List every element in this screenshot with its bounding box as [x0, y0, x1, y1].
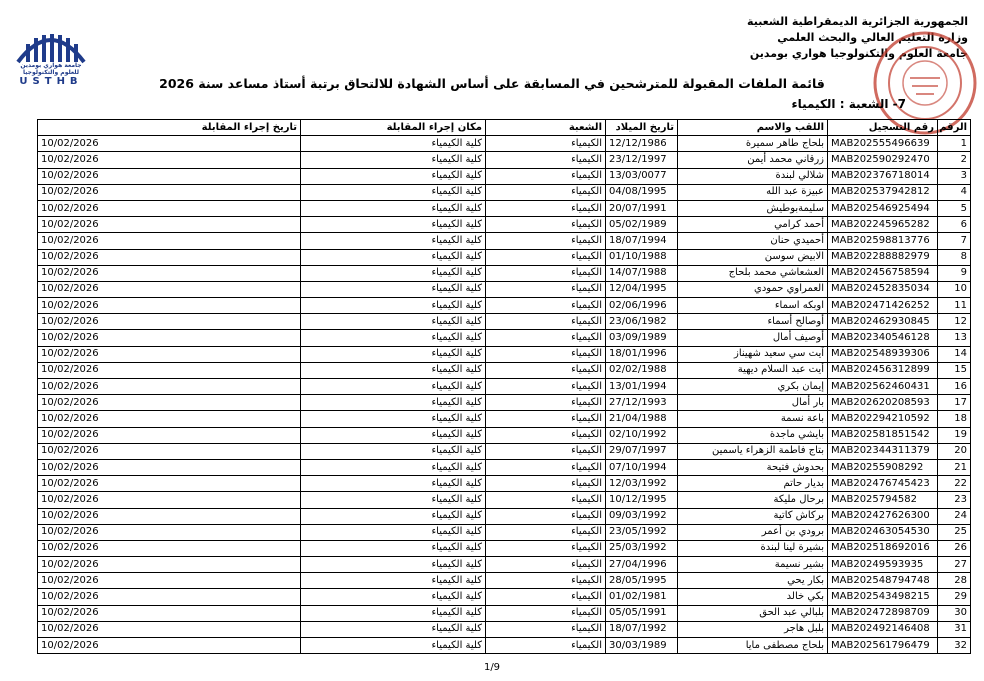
cell-birthdate: 12/12/1986 [606, 136, 678, 152]
cell-birthdate: 10/12/1995 [606, 492, 678, 508]
cell-interview-date: 10/02/2026 [38, 427, 301, 443]
cell-num: 9 [938, 265, 971, 281]
cell-registration: MAB202471426252 [828, 298, 938, 314]
cell-branch: الكيمياء [486, 152, 606, 168]
cell-num: 19 [938, 427, 971, 443]
cell-name: شلالي لبندة [678, 168, 828, 184]
cell-branch: الكيمياء [486, 249, 606, 265]
cell-num: 16 [938, 379, 971, 395]
cell-birthdate: 18/07/1992 [606, 621, 678, 637]
cell-name: اوبكه اسماء [678, 298, 828, 314]
cell-registration: MAB202245965282 [828, 217, 938, 233]
cell-interview-place: كلية الكيمياء [301, 281, 486, 297]
cell-num: 8 [938, 249, 971, 265]
cell-birthdate: 13/01/1994 [606, 379, 678, 395]
cell-interview-date: 10/02/2026 [38, 136, 301, 152]
table-row [38, 281, 971, 297]
cell-branch: الكيمياء [486, 411, 606, 427]
cell-interview-date: 10/02/2026 [38, 476, 301, 492]
cell-interview-place: كلية الكيمياء [301, 621, 486, 637]
cell-num: 24 [938, 508, 971, 524]
cell-interview-place: كلية الكيمياء [301, 136, 486, 152]
cell-interview-date: 10/02/2026 [38, 638, 301, 654]
cell-registration: MAB202376718014 [828, 168, 938, 184]
table-row [38, 265, 971, 281]
cell-branch: الكيمياء [486, 476, 606, 492]
cell-branch: الكيمياء [486, 557, 606, 573]
cell-interview-date: 10/02/2026 [38, 152, 301, 168]
cell-branch: الكيمياء [486, 200, 606, 216]
cell-branch: الكيمياء [486, 379, 606, 395]
header-row [38, 120, 971, 136]
cell-interview-date: 10/02/2026 [38, 524, 301, 540]
cell-num: 4 [938, 184, 971, 200]
cell-interview-place: كلية الكيمياء [301, 557, 486, 573]
cell-name: بلبالي عبد الحق [678, 605, 828, 621]
cell-interview-place: كلية الكيمياء [301, 492, 486, 508]
cell-birthdate: 05/05/1991 [606, 605, 678, 621]
table-row [38, 476, 971, 492]
col-registration: رقم التسجيل [828, 120, 938, 136]
cell-interview-date: 10/02/2026 [38, 605, 301, 621]
cell-num: 15 [938, 362, 971, 378]
cell-birthdate: 25/03/1992 [606, 540, 678, 556]
cell-registration: MAB202590292470 [828, 152, 938, 168]
section-title: 7- الشعبة : الكيمياء [791, 97, 906, 111]
cell-interview-date: 10/02/2026 [38, 395, 301, 411]
table-body [38, 136, 971, 654]
cell-birthdate: 14/07/1988 [606, 265, 678, 281]
table-row [38, 330, 971, 346]
cell-birthdate: 20/07/1991 [606, 200, 678, 216]
table-row [38, 573, 971, 589]
cell-name: الابيض سوسن [678, 249, 828, 265]
cell-name: بكار يحي [678, 573, 828, 589]
table-row [38, 395, 971, 411]
table-header [38, 120, 971, 136]
table-row [38, 508, 971, 524]
cell-interview-place: كلية الكيمياء [301, 476, 486, 492]
cell-birthdate: 12/04/1995 [606, 281, 678, 297]
table-row [38, 540, 971, 556]
cell-name: باعة نسمة [678, 411, 828, 427]
cell-branch: الكيمياء [486, 136, 606, 152]
cell-birthdate: 18/01/1996 [606, 346, 678, 362]
cell-interview-place: كلية الكيمياء [301, 314, 486, 330]
table-row [38, 200, 971, 216]
cell-num: 18 [938, 411, 971, 427]
cell-interview-date: 10/02/2026 [38, 379, 301, 395]
cell-interview-date: 10/02/2026 [38, 233, 301, 249]
cell-num: 3 [938, 168, 971, 184]
cell-birthdate: 09/03/1992 [606, 508, 678, 524]
cell-num: 23 [938, 492, 971, 508]
cell-name: بلبل هاجر [678, 621, 828, 637]
cell-num: 10 [938, 281, 971, 297]
table-row [38, 217, 971, 233]
table-row [38, 459, 971, 475]
cell-registration: MAB20255908292 [828, 459, 938, 475]
cell-branch: الكيمياء [486, 217, 606, 233]
cell-interview-place: كلية الكيمياء [301, 540, 486, 556]
col-birthdate: تاريخ الميلاد [606, 120, 678, 136]
cell-interview-place: كلية الكيمياء [301, 411, 486, 427]
cell-birthdate: 29/07/1997 [606, 443, 678, 459]
table-row [38, 168, 971, 184]
cell-interview-date: 10/02/2026 [38, 443, 301, 459]
cell-branch: الكيمياء [486, 298, 606, 314]
cell-num: 31 [938, 621, 971, 637]
cell-registration: MAB2025794582 [828, 492, 938, 508]
cell-birthdate: 23/05/1992 [606, 524, 678, 540]
col-branch: الشعبة [486, 120, 606, 136]
cell-birthdate: 30/03/1989 [606, 638, 678, 654]
ministry-line: وزارة التعليم العالي والبحث العلمي [777, 31, 968, 44]
cell-name: عبيزة عبد الله [678, 184, 828, 200]
table-row [38, 492, 971, 508]
cell-interview-place: كلية الكيمياء [301, 638, 486, 654]
logo-arch-icon [12, 24, 90, 64]
cell-branch: الكيمياء [486, 184, 606, 200]
cell-birthdate: 21/04/1988 [606, 411, 678, 427]
cell-interview-date: 10/02/2026 [38, 508, 301, 524]
cell-branch: الكيمياء [486, 427, 606, 443]
col-name: اللقب والاسم [678, 120, 828, 136]
cell-branch: الكيمياء [486, 492, 606, 508]
cell-interview-place: كلية الكيمياء [301, 200, 486, 216]
cell-num: 13 [938, 330, 971, 346]
cell-branch: الكيمياء [486, 459, 606, 475]
cell-interview-place: كلية الكيمياء [301, 249, 486, 265]
cell-registration: MAB202598813776 [828, 233, 938, 249]
cell-num: 17 [938, 395, 971, 411]
cell-interview-place: كلية الكيمياء [301, 379, 486, 395]
cell-name: بلحاج مصطفى مايا [678, 638, 828, 654]
cell-birthdate: 02/10/1992 [606, 427, 678, 443]
cell-num: 11 [938, 298, 971, 314]
cell-registration: MAB202581851542 [828, 427, 938, 443]
cell-interview-place: كلية الكيمياء [301, 508, 486, 524]
cell-interview-date: 10/02/2026 [38, 281, 301, 297]
cell-registration: MAB202344311379 [828, 443, 938, 459]
table-row [38, 427, 971, 443]
cell-interview-place: كلية الكيمياء [301, 459, 486, 475]
cell-registration: MAB202562460431 [828, 379, 938, 395]
table-row [38, 411, 971, 427]
cell-interview-date: 10/02/2026 [38, 621, 301, 637]
cell-interview-date: 10/02/2026 [38, 168, 301, 184]
cell-registration: MAB202472898709 [828, 605, 938, 621]
table-row [38, 638, 971, 654]
cell-num: 27 [938, 557, 971, 573]
cell-name: بركاش كاتية [678, 508, 828, 524]
cell-branch: الكيمياء [486, 524, 606, 540]
cell-branch: الكيمياء [486, 540, 606, 556]
cell-birthdate: 03/09/1989 [606, 330, 678, 346]
cell-interview-place: كلية الكيمياء [301, 395, 486, 411]
cell-num: 2 [938, 152, 971, 168]
cell-birthdate: 13/03/0077 [606, 168, 678, 184]
cell-birthdate: 02/06/1996 [606, 298, 678, 314]
cell-registration: MAB202288882979 [828, 249, 938, 265]
table-row [38, 557, 971, 573]
cell-branch: الكيمياء [486, 605, 606, 621]
cell-interview-date: 10/02/2026 [38, 557, 301, 573]
cell-num: 30 [938, 605, 971, 621]
cell-name: آيت سي سعيد شهيناز [678, 346, 828, 362]
cell-interview-place: كلية الكيمياء [301, 217, 486, 233]
table-row [38, 346, 971, 362]
cell-interview-place: كلية الكيمياء [301, 605, 486, 621]
cell-name: أيت عبد السلام ديهية [678, 362, 828, 378]
col-interview-date: تاريخ إجراء المقابلة [38, 120, 301, 136]
cell-branch: الكيمياء [486, 638, 606, 654]
cell-branch: الكيمياء [486, 573, 606, 589]
table-row [38, 605, 971, 621]
table-row [38, 298, 971, 314]
cell-registration: MAB202463054530 [828, 524, 938, 540]
cell-interview-place: كلية الكيمياء [301, 524, 486, 540]
cell-registration: MAB202456758594 [828, 265, 938, 281]
cell-interview-date: 10/02/2026 [38, 540, 301, 556]
cell-num: 22 [938, 476, 971, 492]
cell-name: أوصيف أمال [678, 330, 828, 346]
cell-branch: الكيمياء [486, 346, 606, 362]
cell-interview-place: كلية الكيمياء [301, 346, 486, 362]
university-line: جامعة العلوم والتكنولوجيا هواري بومدين [749, 47, 968, 60]
table-row [38, 233, 971, 249]
cell-registration: MAB202543498215 [828, 589, 938, 605]
cell-interview-date: 10/02/2026 [38, 589, 301, 605]
table-row [38, 589, 971, 605]
cell-registration: MAB202555496639 [828, 136, 938, 152]
cell-branch: الكيمياء [486, 621, 606, 637]
cell-branch: الكيمياء [486, 233, 606, 249]
table-row [38, 443, 971, 459]
cell-interview-date: 10/02/2026 [38, 492, 301, 508]
cell-registration: MAB202294210592 [828, 411, 938, 427]
cell-interview-date: 10/02/2026 [38, 249, 301, 265]
col-num: الرقم [938, 120, 971, 136]
cell-birthdate: 18/07/1994 [606, 233, 678, 249]
table-row [38, 249, 971, 265]
cell-interview-date: 10/02/2026 [38, 298, 301, 314]
table-row [38, 379, 971, 395]
cell-num: 1 [938, 136, 971, 152]
cell-name: بشيرة لينا لبندة [678, 540, 828, 556]
cell-registration: MAB202548939306 [828, 346, 938, 362]
table-row [38, 524, 971, 540]
cell-interview-date: 10/02/2026 [38, 330, 301, 346]
cell-num: 20 [938, 443, 971, 459]
cell-branch: الكيمياء [486, 443, 606, 459]
table-row [38, 136, 971, 152]
cell-interview-date: 10/02/2026 [38, 314, 301, 330]
cell-interview-date: 10/02/2026 [38, 459, 301, 475]
cell-num: 14 [938, 346, 971, 362]
cell-branch: الكيمياء [486, 589, 606, 605]
cell-interview-date: 10/02/2026 [38, 200, 301, 216]
cell-interview-place: كلية الكيمياء [301, 233, 486, 249]
cell-birthdate: 23/06/1982 [606, 314, 678, 330]
cell-name: بلحاج طاهر سميرة [678, 136, 828, 152]
cell-interview-date: 10/02/2026 [38, 217, 301, 233]
cell-num: 12 [938, 314, 971, 330]
cell-branch: الكيمياء [486, 508, 606, 524]
cell-interview-place: كلية الكيمياء [301, 168, 486, 184]
cell-num: 26 [938, 540, 971, 556]
candidates-table [37, 119, 971, 654]
table-row [38, 621, 971, 637]
cell-interview-place: كلية الكيمياء [301, 589, 486, 605]
cell-name: بايشي ماجدة [678, 427, 828, 443]
cell-interview-place: كلية الكيمياء [301, 573, 486, 589]
cell-birthdate: 07/10/1994 [606, 459, 678, 475]
cell-interview-date: 10/02/2026 [38, 362, 301, 378]
cell-registration: MAB202620208593 [828, 395, 938, 411]
cell-num: 6 [938, 217, 971, 233]
cell-name: أحمد كرامي [678, 217, 828, 233]
cell-interview-date: 10/02/2026 [38, 265, 301, 281]
logo-caption: جامعة هواري بومدين للعلوم والتكنولوجيا [20, 62, 82, 76]
col-interview-place: مكان إجراء المقابلة [301, 120, 486, 136]
document-title: قائمة الملفات المقبولة للمترشحين في المسابقة على أساس الشهادة للالتحاق برتبة أستاذ مساعد سنة 2026 [159, 76, 825, 91]
cell-registration: MAB20249593935 [828, 557, 938, 573]
cell-registration: MAB202546925494 [828, 200, 938, 216]
cell-num: 29 [938, 589, 971, 605]
cell-num: 32 [938, 638, 971, 654]
cell-registration: MAB202476745423 [828, 476, 938, 492]
cell-birthdate: 01/02/1981 [606, 589, 678, 605]
cell-birthdate: 01/10/1988 [606, 249, 678, 265]
cell-name: برودي بن أعمر [678, 524, 828, 540]
table-row [38, 184, 971, 200]
cell-interview-place: كلية الكيمياء [301, 298, 486, 314]
cell-birthdate: 02/02/1988 [606, 362, 678, 378]
cell-birthdate: 28/05/1995 [606, 573, 678, 589]
cell-interview-date: 10/02/2026 [38, 184, 301, 200]
cell-registration: MAB202561796479 [828, 638, 938, 654]
cell-registration: MAB202452835034 [828, 281, 938, 297]
cell-registration: MAB202427626300 [828, 508, 938, 524]
cell-interview-place: كلية الكيمياء [301, 427, 486, 443]
cell-name: إيمان بكري [678, 379, 828, 395]
cell-name: أحميدي حنان [678, 233, 828, 249]
cell-num: 28 [938, 573, 971, 589]
cell-num: 25 [938, 524, 971, 540]
table-row [38, 314, 971, 330]
cell-birthdate: 23/12/1997 [606, 152, 678, 168]
cell-name: العشعاشي محمد بلحاج [678, 265, 828, 281]
cell-name: بار أمال [678, 395, 828, 411]
cell-name: بشير نسيمة [678, 557, 828, 573]
cell-interview-place: كلية الكيمياء [301, 362, 486, 378]
cell-name: برحال مليكة [678, 492, 828, 508]
cell-interview-place: كلية الكيمياء [301, 330, 486, 346]
cell-interview-date: 10/02/2026 [38, 411, 301, 427]
cell-name: العمراوي حمودي [678, 281, 828, 297]
cell-name: سليمةبوطيش [678, 200, 828, 216]
cell-name: زرقاني محمد أيمن [678, 152, 828, 168]
cell-num: 21 [938, 459, 971, 475]
cell-name: بتاج فاطمة الزهراء ياسمين [678, 443, 828, 459]
cell-birthdate: 12/03/1992 [606, 476, 678, 492]
page-number: 1/9 [483, 662, 501, 673]
cell-branch: الكيمياء [486, 330, 606, 346]
table-row [38, 362, 971, 378]
cell-birthdate: 27/12/1993 [606, 395, 678, 411]
cell-registration: MAB202340546128 [828, 330, 938, 346]
cell-num: 7 [938, 233, 971, 249]
cell-name: بحدوش فتيحة [678, 459, 828, 475]
cell-name: أوصالح أسماء [678, 314, 828, 330]
cell-branch: الكيمياء [486, 281, 606, 297]
table-row [38, 152, 971, 168]
cell-interview-date: 10/02/2026 [38, 346, 301, 362]
cell-interview-place: كلية الكيمياء [301, 184, 486, 200]
cell-registration: MAB202462930845 [828, 314, 938, 330]
cell-branch: الكيمياء [486, 314, 606, 330]
cell-name: بكي خالد [678, 589, 828, 605]
cell-birthdate: 05/02/1989 [606, 217, 678, 233]
cell-registration: MAB202492146408 [828, 621, 938, 637]
cell-branch: الكيمياء [486, 168, 606, 184]
cell-registration: MAB202537942812 [828, 184, 938, 200]
cell-interview-place: كلية الكيمياء [301, 443, 486, 459]
cell-interview-place: كلية الكيمياء [301, 265, 486, 281]
cell-num: 5 [938, 200, 971, 216]
republic-line: الجمهورية الجزائرية الديمقراطية الشعبية [747, 15, 968, 28]
cell-branch: الكيمياء [486, 395, 606, 411]
cell-branch: الكيمياء [486, 265, 606, 281]
cell-interview-date: 10/02/2026 [38, 573, 301, 589]
cell-registration: MAB202456312899 [828, 362, 938, 378]
cell-birthdate: 04/08/1995 [606, 184, 678, 200]
cell-registration: MAB202518692016 [828, 540, 938, 556]
logo-abbreviation: USTHB [19, 76, 83, 87]
cell-interview-place: كلية الكيمياء [301, 152, 486, 168]
cell-registration: MAB202548794748 [828, 573, 938, 589]
cell-branch: الكيمياء [486, 362, 606, 378]
cell-birthdate: 27/04/1996 [606, 557, 678, 573]
cell-name: بديار حاتم [678, 476, 828, 492]
